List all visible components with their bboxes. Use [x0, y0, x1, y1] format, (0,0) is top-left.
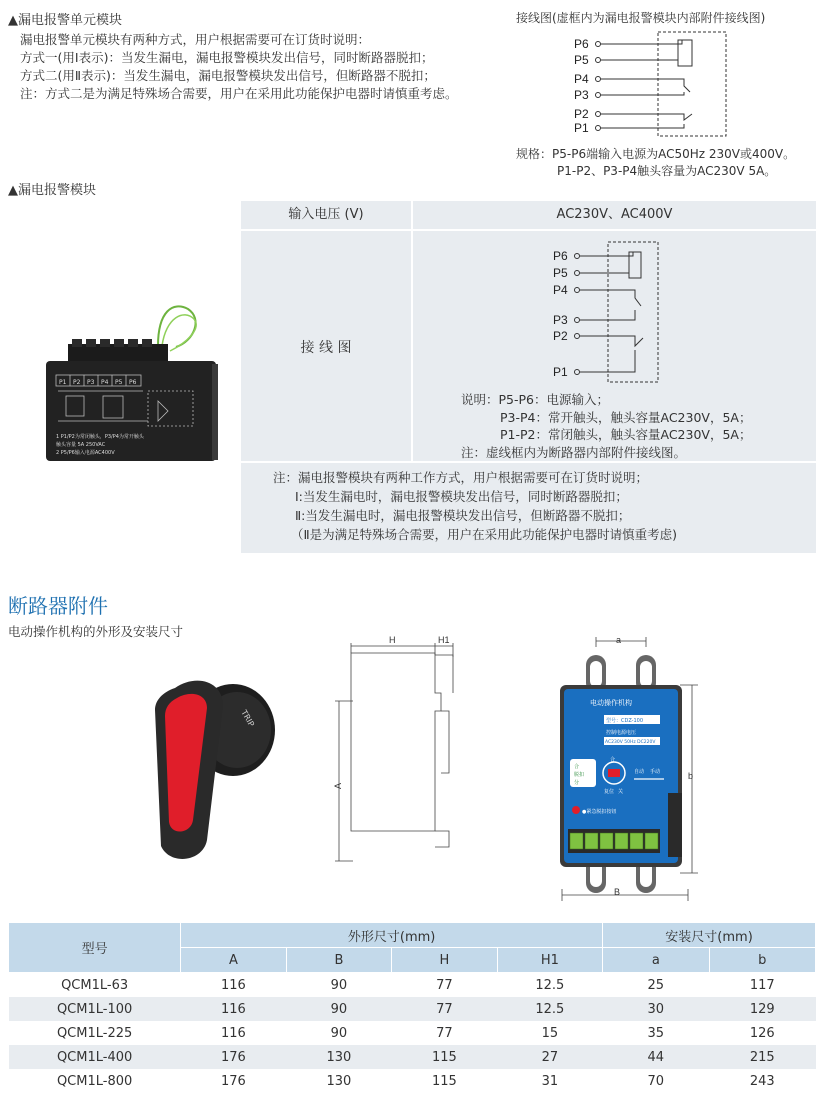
- cell: 30: [603, 997, 709, 1021]
- col-header: A: [181, 948, 286, 973]
- cell: 12.5: [497, 973, 602, 998]
- diagram-pin: P5: [553, 266, 568, 280]
- status-tripped: 脱扣: [574, 772, 585, 778]
- cell: QCM1L-100: [9, 997, 181, 1021]
- voltage-label: 输入电压 (V): [241, 201, 413, 229]
- section1-text: [20, 31, 458, 103]
- wiring-desc: [461, 391, 751, 461]
- note-line: （Ⅱ是为满足特殊场合需要，用户在采用此功能保护电器时请慎重考虑): [291, 527, 678, 542]
- cell: 130: [286, 1045, 391, 1069]
- cell: 129: [709, 997, 816, 1021]
- desc-line: P3-P4：常开触头，触头容量AC230V，5A；: [500, 409, 752, 425]
- dimensions-table: [8, 922, 816, 1093]
- knob-on: 合: [610, 757, 616, 763]
- cell: 25: [603, 973, 709, 998]
- note-line: Ⅰ:当发生漏电时，漏电报警模块发出信号，同时断路器脱扣；: [295, 489, 628, 504]
- pin-label: P3: [574, 88, 589, 102]
- cell: 130: [286, 1069, 391, 1093]
- device-model: 型号：CDZ-100: [606, 718, 644, 724]
- module-pin: P1: [59, 379, 67, 386]
- module-pin: P3: [87, 379, 95, 386]
- note-line: 注：漏电报警模块有两种工作方式，用户根据需要可在订货时说明；: [273, 470, 649, 485]
- module-row-voltage: [241, 201, 816, 231]
- wiring-title: 接线图(虚框内为漏电报警模块内部附件接线图): [516, 11, 766, 25]
- table-row: [9, 973, 816, 998]
- section2-heading: ▲漏电报警模块: [8, 183, 96, 198]
- table-row: [9, 1021, 816, 1045]
- cell: 90: [286, 973, 391, 998]
- cell: 117: [709, 973, 816, 998]
- diagram-pin: P3: [553, 313, 568, 327]
- cell: 15: [497, 1021, 602, 1045]
- emergency-label: ●紧急脱扣按钮: [582, 809, 617, 815]
- module-spec-area: [241, 201, 816, 553]
- module-row-wiring: [241, 231, 816, 463]
- dim-label-H: H: [389, 635, 396, 645]
- cell: 35: [603, 1021, 709, 1045]
- module-pin: P4: [101, 379, 109, 386]
- device-voltage-label: 控制电源电压: [606, 730, 637, 736]
- module-pin: P5: [115, 379, 123, 386]
- desc-line: P1-P2：常闭触头，触头容量AC230V，5A；: [500, 427, 752, 442]
- cell: 77: [392, 1021, 497, 1045]
- cell: 126: [709, 1021, 816, 1045]
- col-header: H1: [497, 948, 602, 973]
- status-off: 分: [574, 780, 580, 786]
- wiring-label: 接 线 图: [300, 340, 352, 356]
- pin-label: P4: [574, 72, 589, 86]
- outline-header: 外形尺寸(mm): [181, 923, 603, 948]
- trip-label: TRIP: [239, 708, 256, 729]
- spec-line1: 规格：P5-P6端输入电源为AC50Hz 230V或400V。: [516, 147, 796, 161]
- mode-manual: 手动: [650, 769, 661, 775]
- table-row: [9, 1069, 816, 1093]
- voltage-value: AC230V、AC400V: [556, 207, 673, 222]
- note-line: Ⅱ:当发生漏电时，漏电报警模块发出信号，但断路器不脱扣；: [295, 508, 631, 523]
- diagram-pin: P4: [553, 283, 568, 297]
- col-header: b: [709, 948, 816, 973]
- cell: 243: [709, 1069, 816, 1093]
- cell: 90: [286, 997, 391, 1021]
- cell: 70: [603, 1069, 709, 1093]
- wiring-diagram-top: [560, 28, 740, 140]
- table-row: [9, 1045, 816, 1069]
- wiring-cell: [413, 231, 816, 461]
- cell: 44: [603, 1045, 709, 1069]
- side-view-drawing: [325, 633, 460, 873]
- cell: 77: [392, 997, 497, 1021]
- dim-label-A: A: [333, 782, 343, 789]
- module-label-line: 1 P1/P2为常闭触头，P3/P4为常开触头: [56, 434, 144, 440]
- cell: 115: [392, 1069, 497, 1093]
- device-voltage: AC230V 50Hz DC220V: [605, 740, 656, 745]
- cell: 215: [709, 1045, 816, 1069]
- cell: 27: [497, 1045, 602, 1069]
- pin-label: P5: [574, 53, 589, 67]
- dim-label-B: B: [614, 887, 621, 897]
- knob-reset: 复位: [604, 789, 615, 795]
- diagram-pin: P6: [553, 249, 568, 263]
- section1-line: 漏电报警单元模块有两种方式，用户根据需要可在订货时说明：: [20, 32, 371, 47]
- cell: 12.5: [497, 997, 602, 1021]
- pin-label: P6: [574, 37, 589, 51]
- cell: QCM1L-63: [9, 973, 181, 998]
- install-header: 安装尺寸(mm): [603, 923, 816, 948]
- dim-label-H1: H1: [438, 635, 450, 645]
- dim-label-b: b: [688, 771, 694, 781]
- module-notes: [273, 468, 677, 544]
- rotary-handle-image: [115, 670, 285, 890]
- table-row: [9, 997, 816, 1021]
- module-pin: P6: [129, 379, 137, 386]
- leakage-module-image: [8, 201, 241, 553]
- cell: 176: [181, 1069, 286, 1093]
- cell: 31: [497, 1069, 602, 1093]
- wiring-label-cell: [241, 231, 413, 461]
- cell: 116: [181, 997, 286, 1021]
- dim-label-a: a: [616, 635, 622, 645]
- col-header: H: [392, 948, 497, 973]
- cell: 115: [392, 1045, 497, 1069]
- section1-line: 方式二(用Ⅱ表示)：当发生漏电，漏电报警模块发出信号，但断路器不脱扣；: [20, 68, 436, 83]
- module-table: [8, 201, 816, 553]
- wiring-diagram-module: [553, 236, 673, 386]
- model-header: 型号: [9, 923, 181, 973]
- cell: 176: [181, 1045, 286, 1069]
- module-pin: P2: [73, 379, 81, 386]
- status-on: 合: [574, 764, 580, 770]
- cell: 77: [392, 973, 497, 998]
- module-image-cell: [8, 201, 241, 553]
- cell: 90: [286, 1021, 391, 1045]
- section1-line: 注：方式二是为满足特殊场合需要，用户在采用此功能保护电器时请慎重考虑。: [20, 86, 458, 101]
- operating-mechanism-image: [550, 633, 710, 905]
- cell: QCM1L-225: [9, 1021, 181, 1045]
- section1-heading: ▲漏电报警单元模块: [8, 13, 122, 28]
- module-label-line: 触头容量 5A 250VAC: [56, 442, 106, 448]
- section3-title: 断路器附件: [8, 594, 108, 618]
- spec-line2: P1-P2、P3-P4触头容量为AC230V 5A。: [557, 164, 777, 178]
- pin-label: P1: [574, 121, 589, 135]
- diagram-pin: P2: [553, 329, 568, 343]
- desc-line: 注：虚线框内为断路器内部附件接线图。: [461, 444, 687, 460]
- cell: 116: [181, 1021, 286, 1045]
- device-title: 电动操作机构: [590, 699, 632, 707]
- desc-line: 说明：P5-P6：电源输入；: [461, 392, 609, 407]
- cell: QCM1L-400: [9, 1045, 181, 1069]
- pin-label: P2: [574, 107, 589, 121]
- diagram-pin: P1: [553, 365, 568, 379]
- wiring-spec: [516, 146, 795, 180]
- mode-auto: 自动: [634, 769, 645, 775]
- cell: 116: [181, 973, 286, 998]
- cell: QCM1L-800: [9, 1069, 181, 1093]
- section3-subtitle: 电动操作机构的外形及安装尺寸: [8, 624, 184, 639]
- knob-off: 关: [618, 789, 624, 795]
- col-header: B: [286, 948, 391, 973]
- section1-line: 方式一(用Ⅰ表示)：当发生漏电，漏电报警模块发出信号，同时断路器脱扣；: [20, 50, 434, 65]
- col-header: a: [603, 948, 709, 973]
- module-label-line: 2 P5/P6输入电源AC400V: [56, 450, 115, 456]
